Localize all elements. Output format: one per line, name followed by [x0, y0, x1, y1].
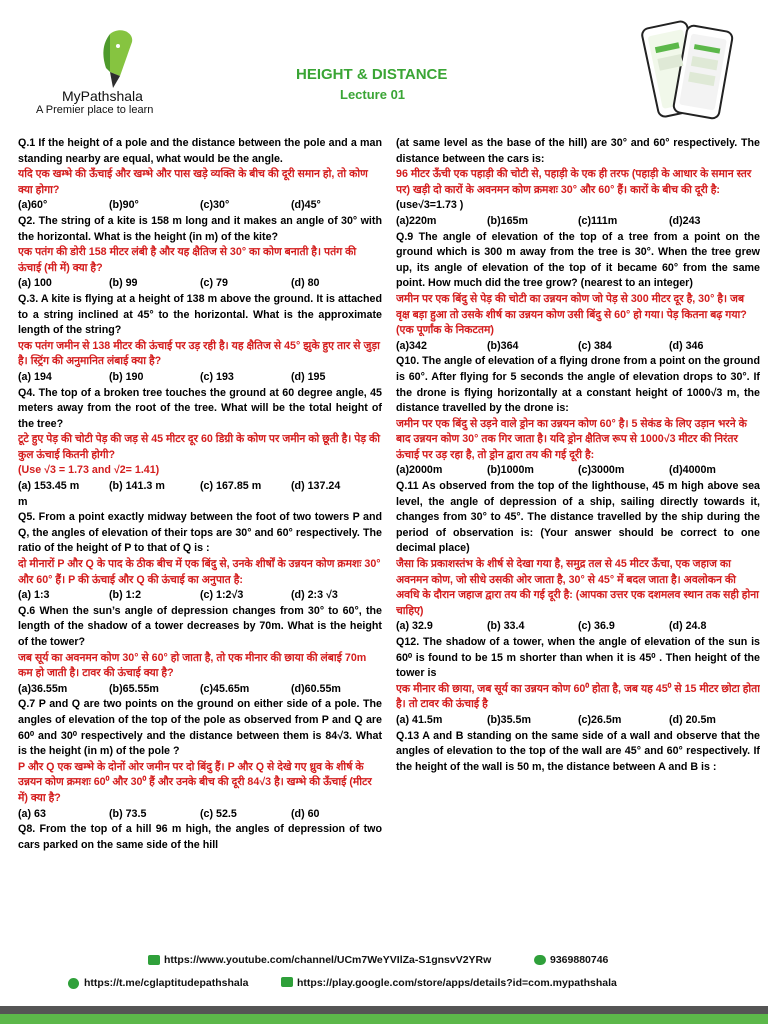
answer-option: (d)243 [669, 214, 701, 227]
question-text-hindi: दो मीनारों P और Q के पाद के ठीक बीच में एक बिंदु से, उनके शीर्षों के उन्नयन कोण क्रमशः 30° और 60° हैं। P की ऊंचाई और Q की ऊंचाई का अनुपात है: [18, 558, 381, 586]
answer-options [18, 370, 382, 386]
question-text: Q8. From the top of a hill 96 m high, the angles of depression of two cars parked on the same side of the hill [18, 823, 382, 851]
right-column [396, 136, 760, 916]
answer-option: (d) 195 [291, 370, 326, 383]
answer-option: (b) 33.4 [487, 620, 525, 633]
question-text: Q.6 When the sun’s angle of depression changes from 30° to 60°, the length of the shadow of a tower decreases by 70m. What is the height of the tower? [18, 604, 382, 648]
answer-options [18, 276, 382, 292]
answer-option: (b)1000m [487, 464, 534, 477]
answer-option: (b) 141.3 m [109, 480, 165, 493]
question-text-hindi: टूटे हुए पेड़ की चोटी पेड़ की जड़ से 45 मीटर दूर 60 डिग्री के कोण पर जमीन को छूती है। पेड़ की कुल ऊंचाई कितनी होगी? [18, 433, 381, 461]
answer-option: (a)342 [396, 339, 427, 352]
phone-number: 9369880746 [550, 954, 609, 966]
question-text: (use√3=1.73 ) [396, 199, 464, 212]
answer-options [396, 619, 760, 635]
answer-options [396, 463, 760, 479]
answer-option: (b) 73.5 [109, 807, 147, 820]
question-text-hindi: यदि एक खम्भे की ऊँचाई और खम्भे और पास खड़े व्यक्ति के बीच की दूरी समान हो, तो कोण क्या होगा? [18, 168, 368, 196]
answer-options [396, 339, 760, 355]
question-text: Q.9 The angle of elevation of the top of a tree from a point on the ground which is 300 m away from the tree is 30°. When the tree grew up, its angle of elevation of the top of it became 60° from the same point. How much did the tree grow? (nearest to an integer) [396, 230, 760, 290]
phone-icon [534, 955, 546, 965]
answer-options [396, 214, 760, 230]
answer-options [18, 807, 382, 823]
answer-option: (c)3000m [578, 464, 625, 477]
question-text: Q12. The shadow of a tower, when the angle of elevation of the sun is 60⁰ is found to be 15 m shorter than when it is 45⁰ . Then height of the tower is [396, 636, 760, 680]
answer-option: (c)26.5m [578, 713, 622, 726]
question-text: Q5. From a point exactly midway between the foot of two towers P and Q, the angles of elevation of their tops are 30° and 60° respectively. The ratio of the height of P to that of Q is : [18, 511, 382, 555]
question-text: Q.1 If the height of a pole and the distance between the pole and a man standing nearby are equal, what would be the angle. [18, 137, 382, 165]
answer-option: (d) 24.8 [669, 620, 707, 633]
play-store-icon [281, 977, 293, 987]
answer-option: (b) 190 [109, 370, 144, 383]
question-text: m [18, 495, 28, 508]
question-text: Q.11 As observed from the top of the lighthouse, 45 m high above sea level, the angle of depression of a ship, sailing directly towards it, changes from 30° to 45°. The distance travelled by the ship during the period of observation is: (Your answer should be correct to one decimal place) [396, 480, 760, 555]
answer-option: (a)2000m [396, 464, 443, 477]
answer-option: (c)30° [200, 199, 230, 212]
question-text-hindi: एक पतंग जमीन से 138 मीटर की ऊंचाई पर उड़ रही है। यह क्षैतिज से 45° झुके हुए तार से जुड़ा है। स्ट्रिंग की अनुमानित लंबाई क्या है? [18, 339, 380, 368]
answer-options [18, 479, 382, 495]
answer-option: (a)60° [18, 199, 48, 212]
answer-options [18, 588, 382, 604]
question-text: Q.7 P and Q are two points on the ground on either side of a pole. The angles of elevation of the top of the pole as observed from P and Q are 60⁰ and 30⁰ respectively and the distance between them is 84√3. What is the height (in m) of the pole ? [18, 698, 382, 758]
page-footer [0, 946, 768, 1024]
footer-bar-green [0, 1014, 768, 1024]
question-text-hindi: जैसा कि प्रकाशस्तंभ के शीर्ष से देखा गया है, समुद्र तल से 45 मीटर ऊँचा, एक जहाज का अवनमन कोण, जो सीधे उसकी ओर जाता है, 30° से 45° में बदल जाता है। अवलोकन की अवधि के दौरान जहाज द्वारा तय की गई दूरी है: (आपका उत्तर एक दशमलव स्थान तक सही होना चाहिए) [396, 558, 759, 617]
answer-option: (b)35.5m [487, 713, 531, 726]
telegram-link[interactable]: https://t.me/cglaptitudepathshala [84, 977, 249, 989]
answer-option: (c) 52.5 [200, 807, 237, 820]
question-text-hindi: जब सूर्य का अवनमन कोण 30° से 60° हो जाता है, तो एक मीनार की छाया की लंबाई 70m कम हो जाती है। टावर की ऊंचाई क्या है? [18, 651, 367, 680]
answer-option: (a) 153.45 m [18, 480, 80, 493]
answer-option: (d) 346 [669, 339, 704, 352]
footer-bar-dark [0, 1006, 768, 1014]
answer-option: (a) 41.5m [396, 713, 443, 726]
answer-option: (b)165m [487, 214, 528, 227]
app-phones-illustration [628, 20, 738, 120]
answer-option: (c) 1:2√3 [200, 589, 244, 602]
telegram-icon [68, 978, 79, 989]
pencil-logo-icon [96, 28, 136, 90]
answer-option: (c)111m [578, 214, 618, 227]
answer-option: (c)45.65m [200, 682, 250, 695]
answer-options [18, 198, 382, 214]
answer-option: (b)65.55m [109, 682, 159, 695]
answer-option: (d)45° [291, 199, 321, 212]
brand-tagline: A Premier place to learn [36, 104, 154, 116]
question-text-hindi: 96 मीटर ऊँची एक पहाड़ी की चोटी से, पहाड़ी के एक ही तरफ (पहाड़ी के आधार के समान स्तर पर) खड़ी दो कारों के अवनमन कोण क्रमशः 30° और 60° हैं। कारों के बीच की दूरी है: [396, 168, 752, 196]
answer-option: (a) 100 [18, 277, 52, 290]
answer-options [396, 713, 760, 729]
question-text: (at same level as the base of the hill) are 30° and 60° respectively. The distance between the cars is: [396, 137, 760, 165]
page-header [0, 0, 768, 130]
answer-option: (d) 2:3 √3 [291, 589, 338, 602]
question-text: Q4. The top of a broken tree touches the ground at 60 degree angle, 45 meters away from the root of the tree. What will be the total height of the tree? [18, 386, 382, 430]
answer-option: (b)90° [109, 199, 139, 212]
answer-option: (c) 79 [200, 277, 228, 290]
question-text: Q2. The string of a kite is 158 m long and it makes an angle of 30° with the horizontal. What is the height (in m) of the kite? [18, 214, 382, 243]
answer-option: (c) 167.85 m [200, 480, 262, 493]
answer-option: (d)4000m [669, 464, 716, 477]
question-text-hindi: (Use √3 = 1.73 and √2= 1.41) [18, 464, 160, 477]
answer-option: (d)60.55m [291, 682, 341, 695]
answer-options [18, 682, 382, 698]
question-text-hindi: एक मीनार की छाया, जब सूर्य का उन्नयन कोण 60⁰ होता है, जब यह 45⁰ से 15 मीटर छोटा होता है। तो टावर की ऊंचाई है [396, 682, 760, 711]
left-column [18, 136, 382, 916]
play-store-link[interactable]: https://play.google.com/store/apps/details?id=com.mypathshala [297, 977, 617, 989]
answer-option: (d) 137.24 [291, 480, 341, 493]
question-text-hindi: P और Q एक खम्भे के दोनों ओर जमीन पर दो बिंदु हैं। P और Q से देखे गए ध्रुव के शीर्ष के उन्नयन कोण क्रमशः 60⁰ और 30⁰ हैं और उनके बीच की दूरी 84√3 है। खम्भे की ऊँचाई (मीटर में) क्या है? [18, 760, 372, 804]
question-text: Q.3. A kite is flying at a height of 138 m above the ground. It is attached to a string inclined at 45° to the horizontal. What is the approximate length of the string? [18, 292, 382, 337]
page-title: HEIGHT & DISTANCE [296, 66, 448, 83]
answer-option: (b) 99 [109, 277, 138, 290]
youtube-icon [148, 955, 160, 965]
answer-option: (d) 60 [291, 807, 320, 820]
answer-option: (a) 63 [18, 807, 46, 820]
answer-option: (a) 32.9 [396, 620, 433, 633]
question-text-hindi: जमीन पर एक बिंदु से उड़ने वाले ड्रोन का उन्नयन कोण 60° है। 5 सेकंड के लिए उड़ान भरने के बाद उन्नयन कोण 30° तक गिर जाता है। यदि ड्रोन क्षैतिज रूप से 1000√3 मीटर की निरंतर ऊंचाई पर उड़ रहा है, तो ड्रोन द्वारा तय की गई दूरी है: [396, 417, 747, 461]
answer-option: (b) 1:2 [109, 589, 142, 602]
answer-option: (b)364 [487, 339, 519, 352]
question-text-hindi: जमीन पर एक बिंदु से पेड़ की चोटी का उन्नयन कोण जो पेड़ से 300 मीटर दूर है, 30° है। जब वृक्ष बड़ा हुआ तो उसके शीर्ष का उन्नयन कोण उसी बिंदु से 60° हो गया। पेड़ कितना बढ़ गया? (एक पूर्णांक के निकटतम) [396, 292, 747, 337]
answer-option: (d) 80 [291, 277, 320, 290]
question-text: Q10. The angle of elevation of a flying drone from a point on the ground is 60°. After flying for 5 seconds the angle of elevation drops to 30°. If the drone is flying horizontally at a constant height of 1000√3 m, the distance travelled by the drone is: [396, 355, 760, 415]
answer-option: (a) 194 [18, 370, 52, 383]
answer-option: (c) 193 [200, 370, 234, 383]
youtube-link[interactable]: https://www.youtube.com/channel/UCm7WeYVIlZa-S1gnsvV2YRw [164, 954, 492, 966]
question-text-hindi: एक पतंग की डोरी 158 मीटर लंबी है और यह क्षैतिज से 30° का कोण बनाती है। पतंग की ऊंचाई (मी में) क्या है? [18, 246, 357, 274]
answer-option: (d) 20.5m [669, 713, 716, 726]
brand-name: MyPathshala [62, 88, 143, 104]
answer-option: (c) 384 [578, 339, 612, 352]
answer-option: (a) 1:3 [18, 589, 50, 602]
answer-option: (a)220m [396, 214, 437, 227]
lecture-label: Lecture 01 [340, 87, 406, 102]
question-text: Q.13 A and B standing on the same side of a wall and observe that the angles of elevation to the top of the wall are 45° and 60° respectively. If the height of the wall is 50 m, the distance between A and B is : [396, 729, 760, 773]
answer-option: (c) 36.9 [578, 620, 615, 633]
answer-option: (a)36.55m [18, 682, 68, 695]
